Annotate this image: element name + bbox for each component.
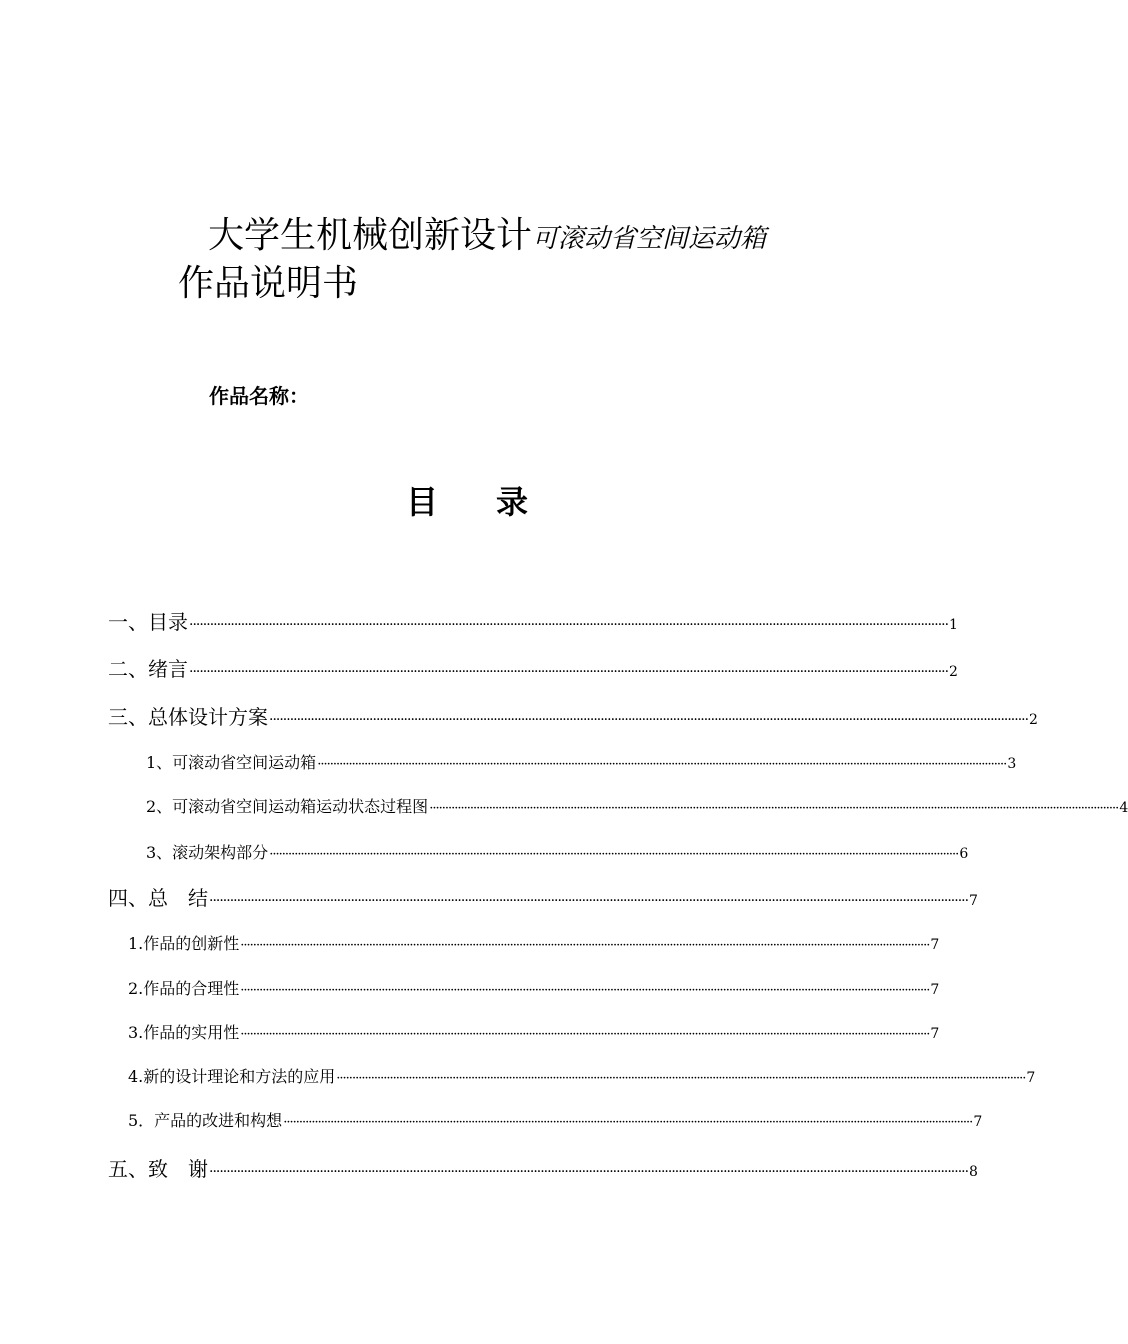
toc-entry-label: 1.作品的创新性 — [128, 934, 240, 953]
toc-entry — [108, 609, 958, 638]
toc-entry-page: 2 — [949, 664, 958, 680]
toc-leader: ···························································································································································································································· — [269, 712, 1029, 728]
toc-leader: ···························································································································································································································· — [269, 847, 959, 862]
toc-leader: ···························································································································································································································· — [283, 1115, 973, 1130]
toc-entry — [128, 1022, 940, 1046]
toc-entry-page: 7 — [973, 1114, 983, 1130]
document-title — [208, 214, 766, 261]
toc-entry-label: 1、可滚动省空间运动箱 — [146, 753, 317, 772]
toc-entry-label: 2.作品的合理性 — [128, 979, 240, 998]
toc-entry-page: 4 — [1119, 800, 1128, 816]
toc-entry-page: 7 — [1026, 1070, 1036, 1086]
toc-entry-page: 2 — [1029, 712, 1038, 728]
toc-leader: ···························································································································································································································· — [189, 617, 949, 633]
toc-entry-page: 6 — [959, 846, 969, 862]
toc-entry-label: 4.新的设计理论和方法的应用 — [128, 1067, 336, 1086]
toc-entry-page: 7 — [930, 937, 940, 953]
toc-entry-page: 8 — [969, 1164, 978, 1180]
toc-entry — [128, 1066, 1036, 1090]
toc-entry-label: 5．产品的改进和构想 — [128, 1111, 283, 1130]
toc-entry — [108, 656, 958, 685]
title-main: 大学生机械创新设计 — [208, 215, 533, 256]
toc-entry — [108, 1156, 978, 1185]
toc-leader: ···························································································································································································································· — [429, 801, 1119, 816]
toc-leader: ···························································································································································································································· — [189, 664, 949, 680]
toc-entry-page: 7 — [969, 893, 978, 909]
toc-entry — [128, 978, 940, 1002]
toc-heading: 目录 — [406, 483, 587, 521]
toc-entry-label: 3.作品的实用性 — [128, 1023, 240, 1042]
toc-entry — [146, 796, 1128, 820]
toc-entry-label: 3、滚动架构部分 — [146, 843, 269, 862]
toc-entry-page: 1 — [949, 617, 958, 633]
toc-leader: ···························································································································································································································· — [240, 938, 930, 953]
toc-entry-page: 7 — [930, 982, 940, 998]
toc-entry — [108, 885, 978, 914]
toc-entry-label: 二、绪言 — [108, 657, 188, 681]
toc-entry-label: 一、目录 — [108, 610, 188, 634]
toc-leader: ···························································································································································································································· — [209, 1164, 969, 1180]
toc-entry — [146, 842, 969, 866]
work-name-label: 作品名称： — [209, 384, 309, 408]
toc-entry-label: 三、总体设计方案 — [108, 705, 268, 729]
toc-leader: ···························································································································································································································· — [240, 1027, 930, 1042]
toc-entry-label: 四、总 结 — [108, 886, 208, 910]
toc-entry-label: 2、可滚动省空间运动箱运动状态过程图 — [146, 797, 429, 816]
toc-leader: ···························································································································································································································· — [317, 757, 1007, 772]
toc-entry-label: 五、致 谢 — [108, 1157, 208, 1181]
toc-entry-page: 3 — [1007, 756, 1017, 772]
toc-leader: ···························································································································································································································· — [209, 893, 969, 909]
toc-leader: ···························································································································································································································· — [336, 1071, 1026, 1086]
toc-entry-page: 7 — [930, 1026, 940, 1042]
toc-leader: ···························································································································································································································· — [240, 983, 930, 998]
toc-entry — [128, 933, 940, 957]
title-subtitle: 可滚动省空间运动箱 — [532, 224, 767, 254]
toc-entry — [146, 752, 1017, 776]
toc-entry — [108, 704, 1038, 733]
toc-entry — [128, 1110, 983, 1134]
document-title-line2: 作品说明书 — [178, 263, 359, 304]
